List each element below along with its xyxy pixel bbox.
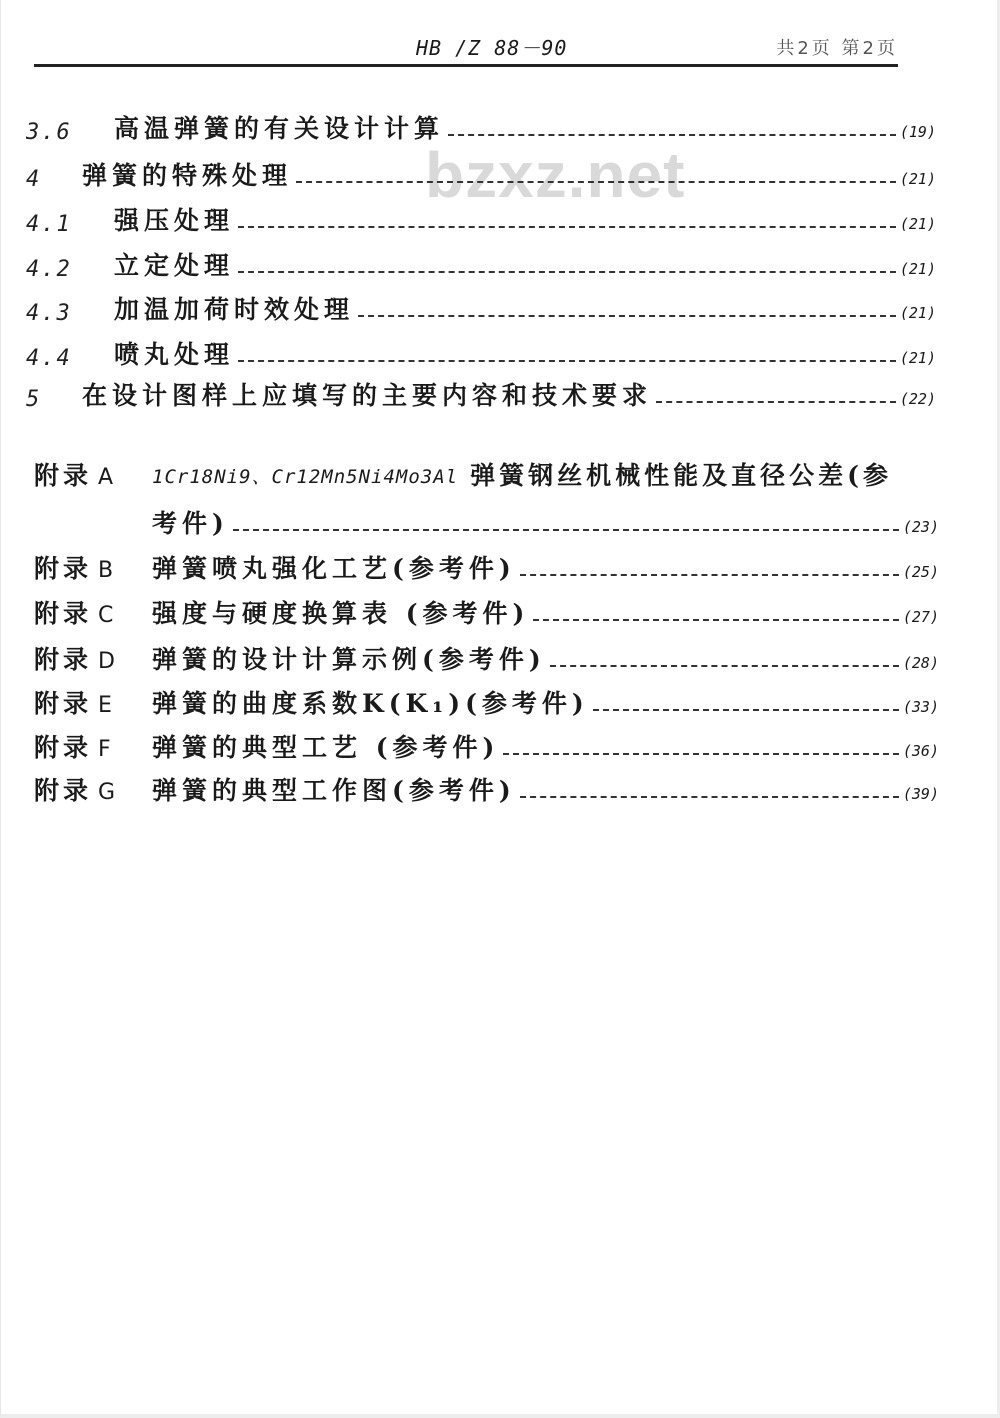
appendix-b-entry[interactable] (34, 545, 939, 585)
appendix-title-continued: 考件) (152, 509, 229, 538)
appendix-page: (25) (902, 563, 939, 581)
toc-entry-title: 立定处理 (114, 251, 235, 280)
dot-leader (238, 360, 896, 362)
toc-entry-page: (21) (899, 215, 936, 233)
toc-entry-page: (19) (899, 123, 936, 141)
appendix-page: (36) (902, 742, 939, 760)
dot-leader (520, 796, 899, 798)
toc-entry-4-4[interactable] (26, 331, 936, 371)
toc-entry-page: (21) (899, 260, 936, 278)
appendix-prefix: 附录 (34, 645, 93, 674)
appendix-page: (27) (902, 608, 939, 626)
dot-leader (233, 529, 899, 531)
toc-entry-4-2[interactable] (26, 242, 936, 282)
toc-entry-page: (21) (899, 170, 936, 188)
appendix-prefix: 附录 (34, 733, 93, 762)
dot-leader (656, 401, 896, 403)
appendix-prefix: 附录 (34, 776, 93, 805)
dot-leader (238, 271, 896, 273)
appendix-letter: G (98, 780, 120, 805)
header-rule (34, 64, 898, 67)
dot-leader (238, 226, 896, 228)
toc-entry-title: 喷丸处理 (114, 340, 235, 369)
dot-leader (503, 753, 899, 755)
appendix-prefix: 附录 (34, 689, 93, 718)
appendix-title: 弹簧喷丸强化工艺(参考件) (152, 554, 516, 583)
dot-leader (296, 181, 896, 183)
toc-entry-4-1[interactable] (26, 197, 936, 237)
appendix-d-entry[interactable] (34, 636, 939, 676)
toc-entry-3-6[interactable] (26, 105, 936, 145)
appendix-title: 弹簧的曲度系数K(K₁)(参考件) (152, 689, 589, 718)
appendix-g-entry[interactable] (34, 767, 939, 807)
page-header (36, 30, 898, 66)
toc-entry-page: (21) (899, 304, 936, 322)
appendix-prefix: 附录 (34, 461, 93, 490)
appendix-label (34, 728, 152, 764)
toc-entry-title: 在设计图样上应填写的主要内容和技术要求 (82, 381, 653, 410)
dot-leader (533, 619, 899, 621)
appendix-label (34, 594, 152, 630)
dot-leader (448, 134, 896, 136)
toc-entry-page: (21) (899, 349, 936, 367)
appendix-prefix: 附录 (34, 554, 93, 583)
appendix-page: (23) (902, 518, 939, 536)
toc-entry-title: 加温加荷时效处理 (114, 295, 355, 324)
toc-entry-title: 强压处理 (114, 206, 235, 235)
toc-entry-4[interactable] (26, 152, 936, 192)
toc-entry-number: 4.2 (26, 257, 72, 282)
appendix-letter: A (98, 465, 118, 490)
appendix-c-entry[interactable] (34, 590, 939, 630)
appendix-letter: E (98, 693, 116, 718)
appendix-page: (39) (902, 785, 939, 803)
appendix-label (34, 640, 152, 676)
toc-entry-5[interactable] (26, 372, 936, 412)
appendix-prefix: 附录 (34, 599, 93, 628)
toc-entry-number: 4.1 (26, 212, 72, 237)
toc-entry-number: 4 (26, 167, 42, 192)
appendix-title: 弹簧的典型工作图(参考件) (152, 776, 516, 805)
toc-entry-title: 高温弹簧的有关设计计算 (114, 114, 445, 143)
toc-entry-page: (22) (899, 390, 936, 408)
dot-leader (593, 709, 899, 711)
appendix-label (34, 771, 152, 807)
toc-entry-number: 4.4 (26, 346, 72, 371)
appendix-letter: C (98, 603, 118, 628)
toc-entry-4-3[interactable] (26, 286, 936, 326)
appendix-label (34, 684, 152, 720)
dot-leader (520, 574, 899, 576)
appendix-title: 弹簧的设计计算示例(参考件) (152, 645, 546, 674)
toc-entry-number: 4.3 (26, 301, 72, 326)
watermark: bzxz.net (425, 139, 686, 211)
page-info: 共2页 第2页 (776, 38, 898, 59)
dot-leader (358, 315, 896, 317)
appendix-e-entry[interactable] (34, 680, 939, 720)
appendix-f-entry[interactable] (34, 724, 939, 764)
appendix-page: (33) (902, 698, 939, 716)
appendix-title: 弹簧的典型工艺 (参考件) (152, 733, 500, 762)
appendix-page: (28) (902, 654, 939, 672)
appendix-label (34, 456, 152, 492)
alloy-grades: 1Cr18Ni9、Cr12Mn5Ni4Mo3Al (152, 466, 459, 488)
appendix-title: 弹簧钢丝机械性能及直径公差(参 (470, 461, 892, 490)
appendix-title: 强度与硬度换算表 (参考件) (152, 599, 530, 628)
dot-leader (550, 665, 899, 667)
appendix-a-entry[interactable] (34, 452, 939, 492)
appendix-letter: B (98, 558, 118, 583)
appendix-letter: D (98, 649, 119, 674)
document-code: HB /Z 88－90 (416, 36, 568, 60)
toc-entry-number: 5 (26, 387, 42, 412)
appendix-label (34, 549, 152, 585)
appendix-a-entry-continued[interactable] (152, 500, 939, 540)
toc-entry-number: 3.6 (26, 120, 72, 145)
appendix-letter: F (98, 737, 115, 762)
toc-entry-title: 弹簧的特殊处理 (82, 161, 293, 190)
